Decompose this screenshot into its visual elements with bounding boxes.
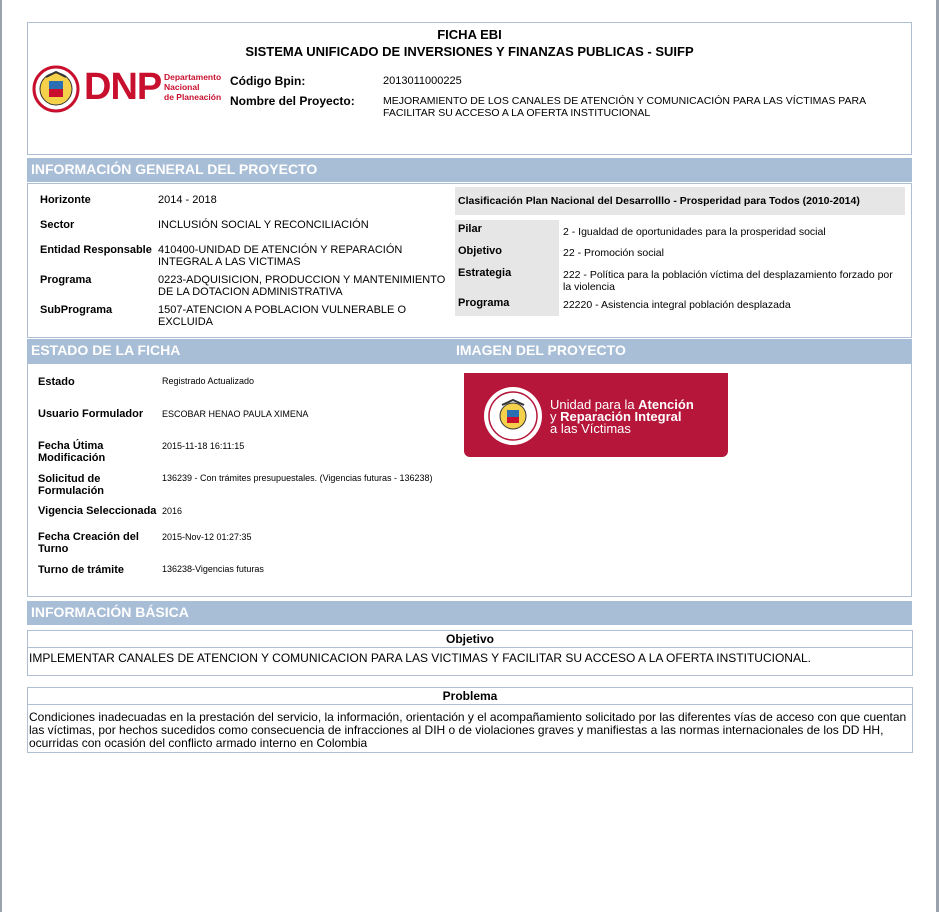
objetivo-text: IMPLEMENTAR CANALES DE ATENCION Y COMUNICACION PARA LAS VICTIMAS Y FACILITAR SU ACCESO A LA OFERTA INSTITUCIONAL. [29,651,811,665]
estado-label: Fecha Útima Modificación [38,440,106,464]
project-name-label: Nombre del Proyecto: [230,94,355,108]
project-name-value: MEJORAMIENTO DE LOS CANALES DE ATENCIÓN Y COMUNICACIÓN PARA LAS VÍCTIMAS PARA FACILITAR SU ACCESO A LA OFERTA INSTITUCIONAL [383,95,866,119]
plan-heading: Clasificación Plan Nacional del Desarrolllo - Prosperidad para Todos (2010-2014) [455,187,905,215]
general-section-header: INFORMACIÓN GENERAL DEL PROYECTO [27,158,912,182]
dnp-logo-subtext [164,72,221,102]
imagen-section-header: IMAGEN DEL PROYECTO [452,339,912,363]
estado-value: 2016 [162,506,183,516]
objetivo-heading: Objetivo [27,630,913,648]
plan-value: 22220 - Asistencia integral población desplazada [563,299,791,311]
estado-label: Estado [38,376,75,388]
plan-value: 222 - Política para la población víctima del desplazamiento forzado por la violencia [563,269,893,293]
problema-heading: Problema [27,687,913,705]
general-label: Horizonte [40,194,91,206]
estado-value: 136238-Vigencias futuras [162,564,264,574]
page-left-border [0,0,2,912]
victims-unit-line-text: Unidad para la [550,397,639,412]
bpin-label: Código Bpin: [230,74,306,88]
general-value: 2014 - 2018 [158,194,217,206]
estado-value: 2015-Nov-12 01:27:35 [162,532,252,542]
dnp-logo [32,63,224,115]
plan-label: Objetivo [455,242,559,264]
general-label: Sector [40,219,75,231]
estado-label: Turno de trámite [38,564,124,576]
victims-unit-line-text: y [550,409,561,424]
plan-label: Estrategia [455,264,559,294]
bpin-value: 2013011000225 [383,75,462,87]
document-title: FICHA EBI [437,27,502,42]
estado-label: Fecha Creación del Turno [38,531,139,555]
plan-value: 22 - Promoción social [563,247,664,259]
dnp-logo-subtext-line: Nacional [164,82,200,92]
estado-label: Usuario Formulador [38,408,144,420]
dnp-logo-text: DNP [84,66,162,108]
plan-value: 2 - Igualdad de oportunidades para la prosperidad social [563,226,826,238]
general-label: Entidad Responsable [40,244,152,256]
general-label: SubPrograma [40,304,113,316]
colombia-seal-icon [32,63,80,115]
estado-value: 136239 - Con trámites presupuestales. (Vigencias futuras - 136238) [162,473,433,483]
estado-value: ESCOBAR HENAO PAULA XIMENA [162,409,309,419]
estado-label: Solicitud de Formulación [38,473,105,497]
plan-label: Pilar [455,220,559,242]
victims-unit-text [550,399,694,435]
problema-text: Condiciones inadecuadas en la prestación del servicio, la información, orientación y el acompañamiento solicitado por las diferentes vías de acceso con que cuentan las víctimas, por hechos sucedidos como consecuencia de infracciones al DIH o de violaciones graves y manifiestas a las normas internacionales de los DD HH, ocurridas con ocasión del conflicto armado interno en Colombia [29,710,907,750]
estado-label: Vigencia Seleccionada [38,505,157,517]
header-box [27,22,912,155]
plan-label: Programa [455,294,559,316]
victims-unit-logo [464,373,728,457]
document-subtitle: SISTEMA UNIFICADO DE INVERSIONES Y FINANZAS PUBLICAS - SUIFP [245,44,694,59]
estado-value: Registrado Actualizado [162,376,255,386]
general-value: 1507-ATENCION A POBLACION VULNERABLE O EXCLUIDA [158,304,406,328]
victims-unit-line-bold: Reparación Integral [560,409,682,424]
victims-unit-line-bold: Atención [638,397,694,412]
general-value: 0223-ADQUISICION, PRODUCCION Y MANTENIMIENTO DE LA DOTACION ADMINISTRATIVA [158,274,446,298]
general-value: 410400-UNIDAD DE ATENCIÓN Y REPARACIÓN INTEGRAL A LAS VICTIMAS [158,244,403,268]
general-label: Programa [40,274,92,286]
victims-unit-line: a las Víctimas [550,421,631,436]
estado-section-header: ESTADO DE LA FICHA [27,339,452,363]
estado-box [27,363,912,597]
dnp-logo-subtext-line: Departamento [164,72,222,82]
dnp-logo-subtext-line: de Planeación [164,92,222,102]
colombia-seal-icon [482,385,544,447]
estado-value: 2015-11-18 16:11:15 [162,441,245,451]
general-value: INCLUSIÓN SOCIAL Y RECONCILIACIÓN [158,219,369,231]
general-box [27,183,912,338]
basica-section-header: INFORMACIÓN BÁSICA [27,601,912,625]
